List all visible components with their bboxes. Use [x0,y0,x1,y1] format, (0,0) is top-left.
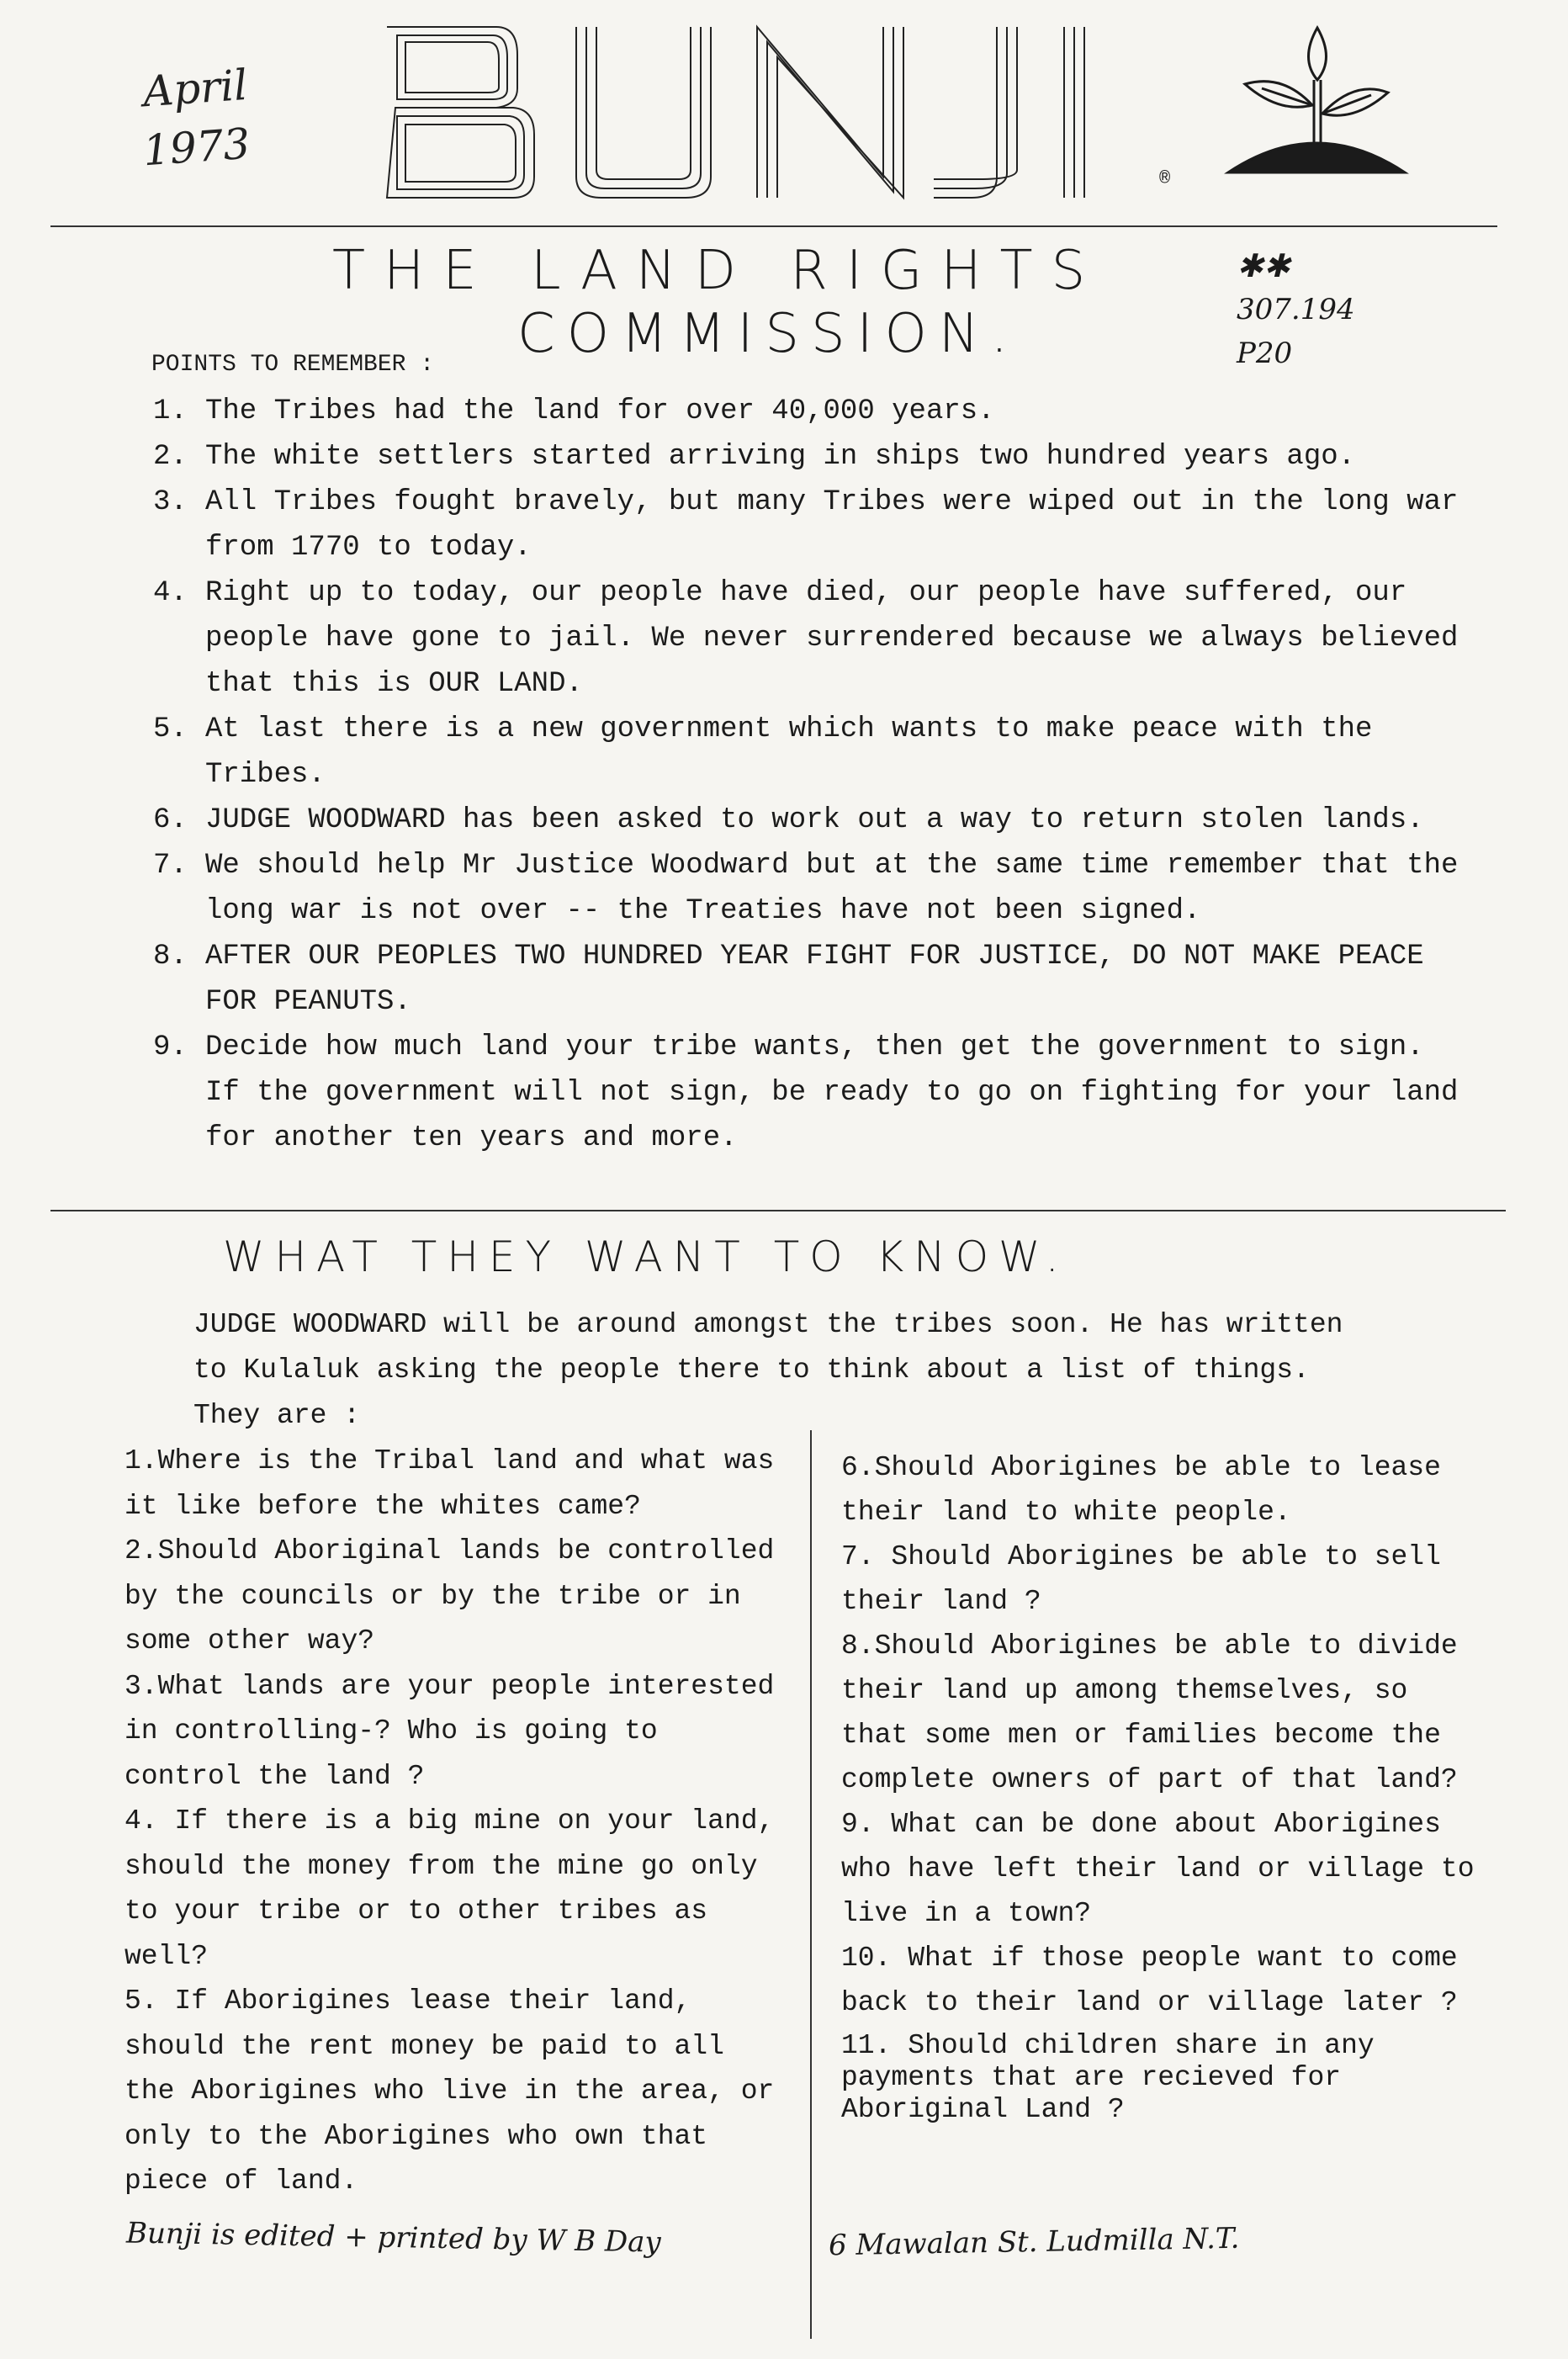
points-heading: POINTS TO REMEMBER : [151,352,435,378]
point-number: 1. [153,395,188,427]
handwritten-date [143,59,250,177]
point-text: All Tribes fought bravely, but many Tribes were wiped out in the long war from 1770 to today. [205,486,1459,564]
point-number: 2. [153,441,188,473]
date-month: April [141,60,249,117]
point-number: 7. [153,850,188,882]
point-text: JUDGE WOODWARD has been asked to work out a way to return stolen lands. [205,804,1424,836]
point-text: The Tribes had the land for over 40,000 years. [205,395,995,427]
column-divider [810,1430,812,2339]
point-number: 9. [153,1031,188,1063]
point-text: Right up to today, our people have died, our people have suffered, our people have gone to jail. We never surrendered because we always believed that this is OUR LAND. [205,577,1459,700]
list-item [153,570,1465,707]
questions-left-column [124,1439,789,2204]
catalogue-reference [1237,244,1355,375]
footer-credit: Bunji is edited + printed by W B Day [125,2216,662,2260]
question-item: 2.Should Aboriginal lands be controlled by the councils or by the tribe or in some other way? [124,1535,775,1657]
top-rule [50,225,1497,227]
point-number: 5. [153,713,188,745]
page-title-line2: COMMISSION. [517,303,1020,365]
letter-n [757,27,903,198]
ref-number: 307.194 [1237,293,1355,326]
question-item: 10. What if those people want to come back to their land or village later ? [841,1943,1458,2018]
point-text: At last there is a new government which wants to make peace with the Tribes. [205,713,1373,791]
list-item [153,434,1465,480]
section-intro: JUDGE WOODWARD will be around amongst the tribes soon. He has written to Kulaluk asking the people there to think about a list of things. They are : [193,1309,1343,1431]
point-text: The white settlers started arriving in ships two hundred years ago. [205,441,1356,473]
section-title: WHAT THEY WANT TO KNOW. [223,1233,1069,1281]
list-item [153,934,1465,1025]
question-item: 3.What lands are your people interested in controlling-? Who is going to control the land ? [124,1670,775,1792]
question-item: 1.Where is the Tribal land and what was it like before the whites came? [124,1445,775,1522]
point-text: Decide how much land your tribe wants, then get the government to sign. If the government will not sign, be ready to go on fighting for your land for another ten years and more. [205,1031,1459,1154]
footer-address: 6 Mawalan St. Ludmilla N.T. [828,2221,1240,2263]
ref-mark: ✱✱ [1237,247,1290,284]
questions-right-column [841,1445,1489,2126]
ref-page: P20 [1237,337,1293,370]
point-text: AFTER OUR PEOPLES TWO HUNDRED YEAR FIGHT FOR JUSTICE, DO NOT MAKE PEACE FOR PEANUTS. [205,941,1424,1018]
point-number: 3. [153,486,188,518]
question-item: 6.Should Aborigines be able to lease their land to white people. [841,1452,1441,1528]
registered-mark: ® [1159,168,1171,189]
section-rule [50,1210,1506,1211]
question-item: 7. Should Aborigines be able to sell their land ? [841,1541,1441,1617]
letter-i [1064,27,1084,198]
list-item [153,1025,1465,1161]
question-item: 11. Should children share in any payments that are recieved for Aboriginal Land ? [841,2030,1375,2125]
points-list [153,389,1465,1161]
list-item [153,798,1465,843]
list-item [153,480,1465,570]
letter-b [387,27,534,198]
question-item: 9. What can be done about Aborigines who have left their land or village to live in a town? [841,1809,1475,1929]
question-item: 4. If there is a big mine on your land, should the money from the mine go only to your tribe or to other tribes as well? [124,1805,775,1972]
page-title-line1: THE LAND RIGHTS [332,240,1104,302]
question-item: 8.Should Aborigines be able to divide their land up among themselves, so that some men or families become the complete owners of part of that land? [841,1630,1458,1795]
point-number: 8. [153,941,188,973]
list-item [153,843,1465,934]
point-number: 6. [153,804,188,836]
point-text: We should help Mr Justice Woodward but at the same time remember that the long war is not over -- the Treaties have not been signed. [205,850,1459,927]
list-item [153,707,1465,798]
point-number: 4. [153,577,188,609]
sprouting-plant-icon [1220,21,1413,181]
list-item [153,389,1465,434]
question-item: 5. If Aborigines lease their land, should the rent money be paid to all the Aborigines who live in the area, or only to the Aborigines who own that piece of land. [124,1985,775,2197]
masthead-logotype [370,17,1161,202]
date-year: 1973 [141,119,252,176]
letter-j [934,27,1017,198]
